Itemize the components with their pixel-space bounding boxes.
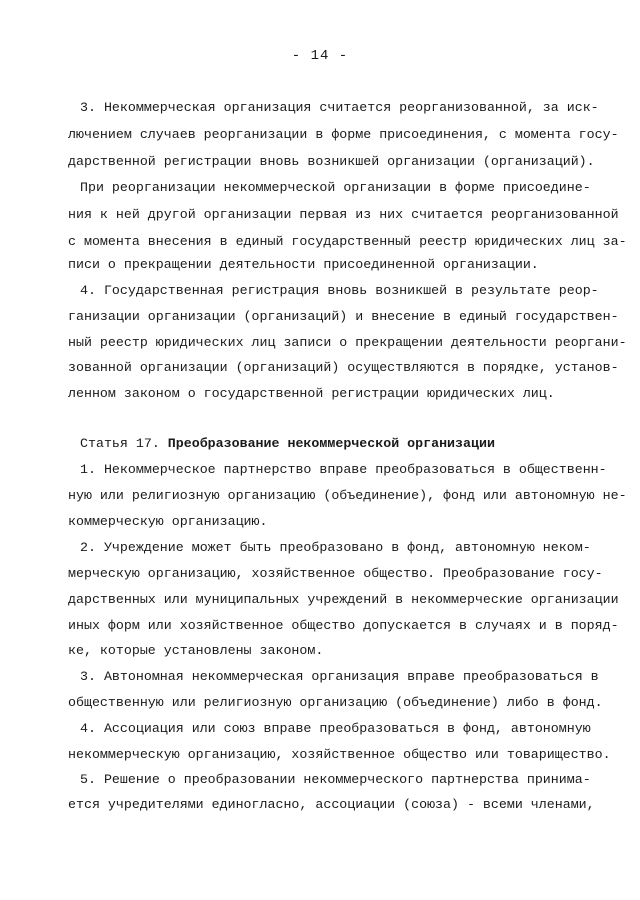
text-line: некоммерческую организацию, хозяйственное общество или товарищество. (68, 747, 611, 762)
text-line: 2. Учреждение может быть преобразовано в фонд, автономную неком- (80, 540, 591, 555)
page-number: - 14 - (291, 48, 349, 64)
text-line: лючением случаев реорганизации в форме присоединения, с момента госу- (68, 127, 619, 142)
text-line: дарственной регистрации вновь возникшей организации (организаций). (68, 154, 595, 169)
text-line: с момента внесения в единый государственный реестр юридических лиц за- (68, 234, 627, 249)
text-line: При реорганизации некоммерческой организации в форме присоедине- (80, 180, 591, 195)
text-line: ется учредителями единогласно, ассоциации (союза) - всеми членами, (68, 797, 595, 812)
text-line: мерческую организацию, хозяйственное общество. Преобразование госу- (68, 566, 603, 581)
text-line: ный реестр юридических лиц записи о прекращении деятельности реоргани- (68, 335, 627, 350)
text-line: 5. Решение о преобразовании некоммерческого партнерства принима- (80, 772, 591, 787)
text-line: ганизации организации (организаций) и внесение в единый государствен- (68, 309, 619, 324)
text-line: дарственных или муниципальных учреждений в некоммерческие организации (68, 592, 619, 607)
text-line: 4. Ассоциация или союз вправе преобразоваться в фонд, автономную (80, 721, 591, 736)
text-line: коммерческую организацию. (68, 514, 268, 529)
text-line: зованной организации (организаций) осуществляются в порядке, установ- (68, 360, 619, 375)
text-line: общественную или религиозную организацию (объединение) либо в фонд. (68, 695, 603, 710)
article-heading (80, 436, 495, 451)
text-line: писи о прекращении деятельности присоединенной организации. (68, 257, 539, 272)
text-line: ния к ней другой организации первая из них считается реорганизованной (68, 207, 619, 222)
article-number: Статья 17. (80, 436, 160, 451)
article-title: Преобразование некоммерческой организации (167, 436, 495, 451)
text-line: 3. Некоммерческая организация считается реорганизованной, за иск- (80, 100, 599, 115)
text-line: 3. Автономная некоммерческая организация вправе преобразоваться в (80, 669, 599, 684)
text-line: ную или религиозную организацию (объединение), фонд или автономную не- (68, 488, 627, 503)
text-line: 4. Государственная регистрация вновь возникшей в результате реор- (80, 283, 599, 298)
text-line: ке, которые установлены законом. (68, 643, 324, 658)
text-line: 1. Некоммерческое партнерство вправе преобразоваться в общественн- (80, 462, 607, 477)
text-line: иных форм или хозяйственное общество допускается в случаях и в поряд- (68, 618, 619, 633)
text-line: ленном законом о государственной регистрации юридических лиц. (68, 386, 555, 401)
